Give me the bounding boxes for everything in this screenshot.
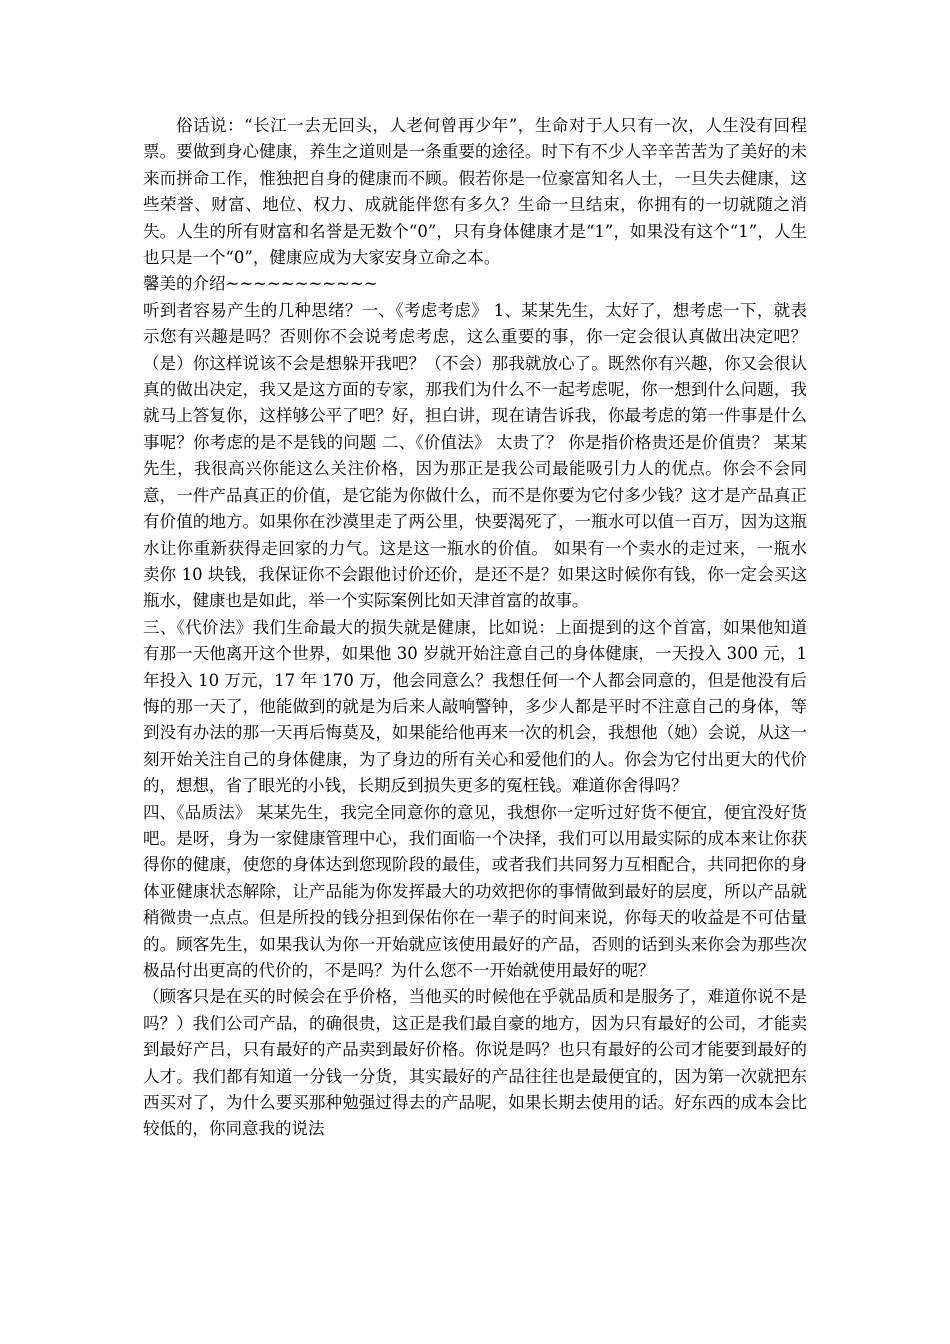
document-body xyxy=(143,113,807,1143)
intro-paragraph: 俗话说：“长江一去无回头，人老何曾再少年”，生命对于人只有一次，人生没有回程票。要做到身心健康，养生之道则是一条重要的途径。时下有不少人辛辛苦苦为了美好的未来而拼命工作，惟独把自身的健康而不顾。假若你是一位豪富知名人士，一旦失去健康，这些荣誉、财富、地位、权力、成就能伴您有多久？生命一旦结束，你拥有的一切就随之消失。人生的所有财富和名誉是无数个“0”，只有身体健康才是“1”，如果没有这个“1”，人生也只是一个“0”，健康应成为大家安身立命之本。 xyxy=(143,116,807,268)
objection-paragraph-quality: 四、《品质法》 某某先生，我完全同意你的意见，我想你一定听过好货不便宜，便宜没好货吧。是呀，身为一家健康管理中心，我们面临一个决择，我们可以用最实际的成本来让你获得你的健康，使您的身体达到您现阶段的最佳，或者我们共同努力互相配合，共同把你的身体亚健康状态解除，让产品能为你发挥最大的功效把你的事情做到最好的层度，所以产品就稍微贵一点点。但是所投的钱分担到保佑你在一辈子的时间来说，你每天的收益是不可估量的。顾客先生，如果我认为你一开始就应该使用最好的产品，否则的话到头来你会为那些次极品付出更高的代价的，不是吗？为什么您不一开始就使用最好的呢？ xyxy=(143,802,807,980)
section-heading: 馨美的介绍~~~~~~~~~~~ xyxy=(143,274,378,294)
objection-paragraph-price-note: （顾客只是在买的时候会在乎价格，当他买的时候他在乎就品质和是服务了，难道你说不是吗？）我们公司产品，的确很贵，这正是我们最自豪的地方，因为只有最好的公司，才能卖到最好产吕，只有最好的产品卖到最好价格。你说是吗？也只有最好的公司才能要到最好的人才。我们都有知道一分钱一分货，其实最好的产品往往也是最便宜的，因为第一次就把东西买对了，为什么要买那种勉强过得去的产品呢，如果长期去使用的话。好东西的成本会比较低的，你同意我的说法 xyxy=(143,987,807,1139)
objection-paragraph-cost: 三、《代价法》我们生命最大的损失就是健康，比如说：上面提到的这个首富，如果他知道有那一天他离开这个世界，如果他 30 岁就开始注意自己的身体健康，一天投入 300 元，1 年投入 10 万元，17 年 170 万，他会同意么？我想任何一个人都会同意的，但是他没有后悔的那一天了，他能做到的就是为后来人敲响警钟，多少人都是平时不注意自己的身体，等到没有办法的那一天再后悔莫及，如果能给他再来一次的机会，我想他（她）会说，从这一刻开始关注自己的身体健康，为了身边的所有关心和爱他们的人。你会为它付出更大的代价的，想想，省了眼光的小钱，长期反到损失更多的冤枉钱。难道你舍得吗？ xyxy=(143,617,807,796)
objection-paragraph-consider-and-value: 听到者容易产生的几种思绪？一、《考虑考虑》 1、某某先生，太好了，想考虑一下，就表示您有兴趣是吗？否则你不会说考虑考虑，这么重要的事，你一定会很认真做出决定吧？（是）你这样说该不会是想躲开我吧？（不会）那我就放心了。既然你有兴趣，你又会很认真的做出决定，我又是这方面的专家，那我们为什么不一起考虑呢，你一想到什么问题，我就马上答复你，这样够公平了吧？好，担白讲，现在请告诉我，你最考虑的第一件事是什么事呢？你考虑的是不是钱的问题 二、《价值法》 太贵了？ 你是指价格贵还是价值贵？ 某某先生，我很高兴你能这么关注价格，因为那正是我公司最能吸引力人的优点。你会不会同意，一件产品真正的价值，是它能为你做什么，而不是你要为它付多少钱？这才是产品真正有价值的地方。如果你在沙漠里走了两公里，快要渴死了，一瓶水可以值一百万，因为这瓶水让你重新获得走回家的力气。这是这一瓶水的价值。 如果有一个卖水的走过来，一瓶水卖你 10 块钱，我保证你不会跟他讨价还价，是还不是？如果这时候你有钱，你一定会买这瓶水，健康也是如此，举一个实际案例比如天津首富的故事。 xyxy=(143,300,807,611)
